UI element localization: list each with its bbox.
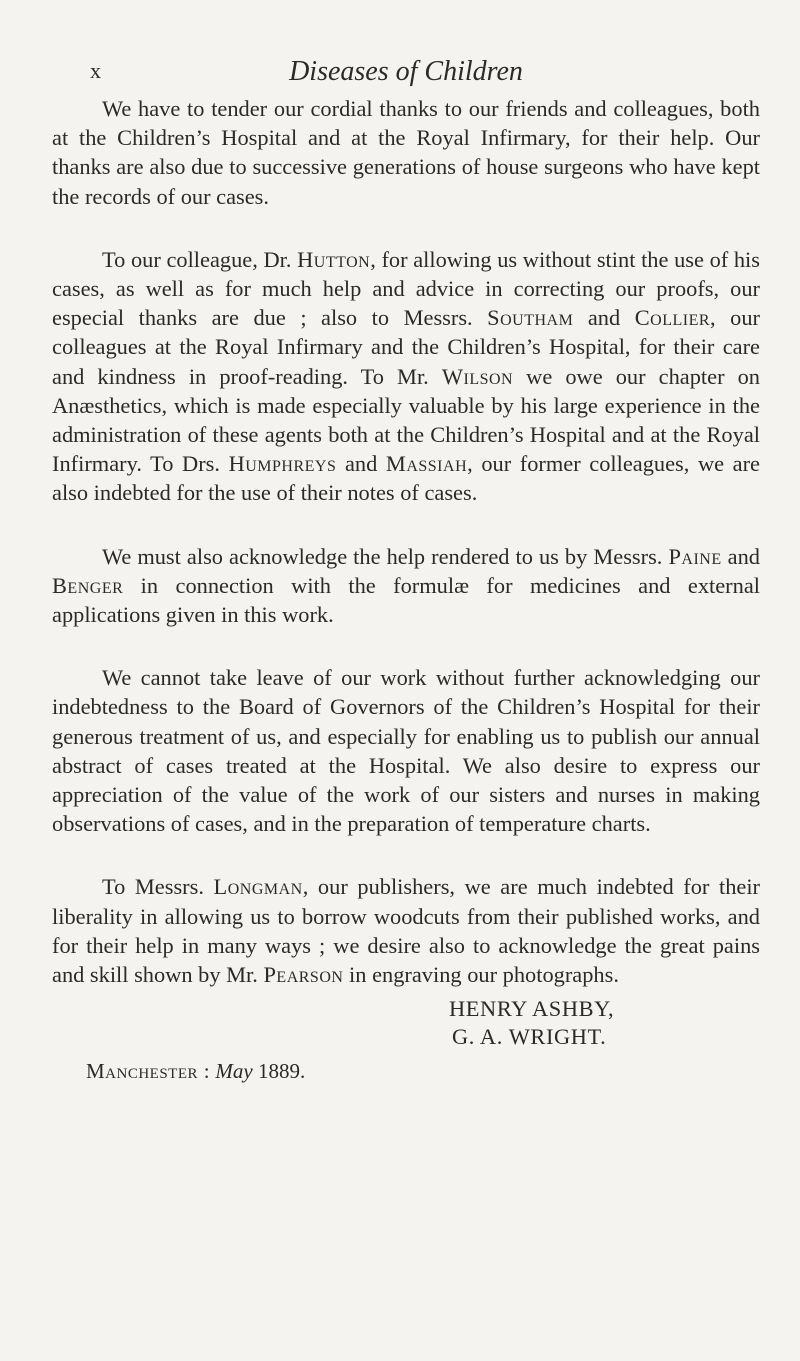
signature-wright: G. A. WRIGHT. <box>452 1024 607 1050</box>
book-page <box>0 44 800 1361</box>
signature-ashby: HENRY ASHBY, <box>449 996 615 1022</box>
year: 1889. <box>257 1059 306 1084</box>
name-wilson: Wilson <box>441 363 514 389</box>
page-number: x <box>90 58 102 83</box>
paragraph-thanks-colleagues: To our colleague, Dr. Hutton, for allowing us without stint the use of his cases, as well as for much help and advice in correcting our proofs, our especial thanks are due ; also to Messrs. Southam and Collier, our colleagues at the Royal Infirmary and the Children’s Hospital, for their care and kindness in proof-reading. To Mr. Wilson we owe our chapter on Anæsthetics, which is made especially valuable by his large experience in the administration of these agents both at the Children’s Hospital and at the Royal Infirmary. To Drs. Humphreys and Massiah, our former colleagues, we are also indebted for the use of their notes of cases. <box>52 246 761 506</box>
running-title: Diseases of Children <box>289 56 523 87</box>
name-collier: Collier <box>634 305 711 331</box>
name-humphreys: Humphreys <box>228 451 337 477</box>
paragraph-thanks-governors: We cannot take leave of our work without further acknowledging our indebtedness to the Board of Governors of the Children’s Hospital for their generous treatment of us, and especially for enabling us to publish our annual abstract of cases treated at the Hospital. We also desire to express our appreciation of the value of the work of our sisters and nurses in making observations of cases, and in the preparation of temperature charts. <box>52 665 760 837</box>
name-paine: Paine <box>668 543 722 569</box>
name-southam: Southam <box>487 305 574 331</box>
paragraph-thanks-friends: We have to tender our cordial thanks to our friends and colleagues, both at the Children’s Hospital and at the Royal Infirmary, for their help. Our thanks are also due to successive generations of house surgeons who have kept the records of our cases. <box>52 96 760 209</box>
name-hutton: Hutton <box>297 246 371 272</box>
name-pearson: Pearson <box>263 962 344 988</box>
name-benger: Benger <box>52 572 124 598</box>
name-massiah: Massiah <box>385 451 468 477</box>
paragraph-thanks-publishers: To Messrs. Longman, our publishers, we are much indebted for their liberality in allowing us to borrow woodcuts from their published works, and for their help in many ways ; we desire also to acknowledge the great pains and skill shown by Mr. Pearson in engraving our photographs. <box>52 874 761 988</box>
name-longman: Longman <box>213 874 303 900</box>
paragraph-thanks-paine-benger: We must also acknowledge the help rendered to us by Messrs. Paine and Benger in connection with the formulæ for medicines and external applications given in this work. <box>52 543 760 628</box>
preface-body <box>52 94 760 989</box>
signature-block <box>449 995 760 1051</box>
month: May <box>215 1059 253 1084</box>
place-date-line <box>86 1059 760 1084</box>
place: Manchester : <box>86 1059 211 1084</box>
page-header <box>52 44 760 88</box>
